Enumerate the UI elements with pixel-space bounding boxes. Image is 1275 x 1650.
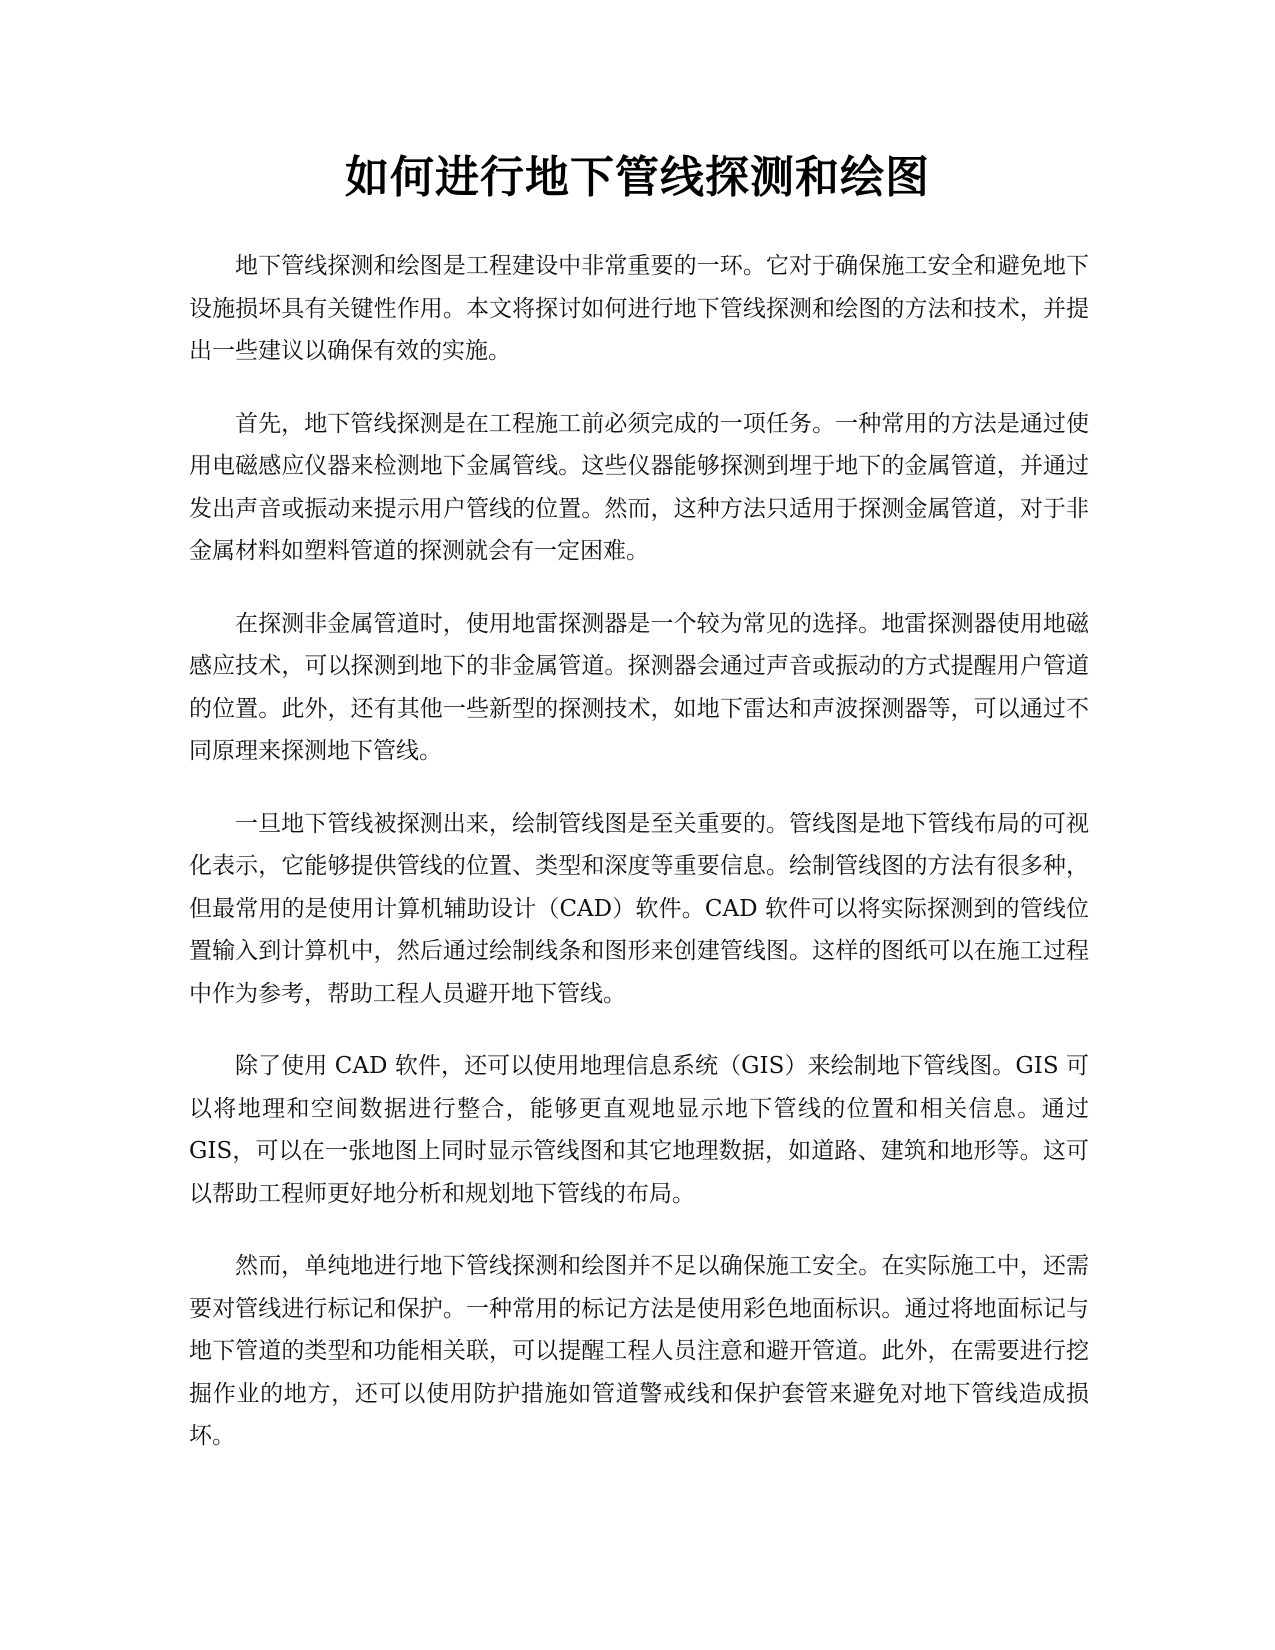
paragraph-6: 然而，单纯地进行地下管线探测和绘图并不足以确保施工安全。在实际施工中，还需要对管线进行标记和保护。一种常用的标记方法是使用彩色地面标识。通过将地面标记与地下管道的类型和功能相关联，可以提醒工程人员注意和避开管道。此外，在需要进行挖掘作业的地方，还可以使用防护措施如管道警戒线和保护套管来避免对地下管线造成损坏。 <box>189 1253 1089 1449</box>
paragraph-4: 一旦地下管线被探测出来，绘制管线图是至关重要的。管线图是地下管线布局的可视化表示，它能够提供管线的位置、类型和深度等重要信息。绘制管线图的方法有很多种，但最常用的是使用计算机辅助设计（CAD）软件。CAD 软件可以将实际探测到的管线位置输入到计算机中，然后通过绘制线条和图形来创建管线图。这样的图纸可以在施工过程中作为参考，帮助工程人员避开地下管线。 <box>189 810 1089 1007</box>
document-title: 如何进行地下管线探测和绘图 <box>345 152 930 203</box>
paragraph-3: 在探测非金属管道时，使用地雷探测器是一个较为常见的选择。地雷探测器使用地磁感应技术，可以探测到地下的非金属管道。探测器会通过声音或振动的方式提醒用户管道的位置。此外，还有其他一些新型的探测技术，如地下雷达和声波探测器等，可以通过不同原理来探测地下管线。 <box>189 610 1089 764</box>
paragraph-5: 除了使用 CAD 软件，还可以使用地理信息系统（GIS）来绘制地下管线图。GIS 可以将地理和空间数据进行整合，能够更直观地显示地下管线的位置和相关信息。通过 GIS，可以在一张地图上同时显示管线图和其它地理数据，如道路、建筑和地形等。这可以帮助工程师更好地分析和规划地下管线的布局。 <box>189 1053 1089 1207</box>
document-body <box>189 245 1089 1488</box>
paragraph-2: 首先，地下管线探测是在工程施工前必须完成的一项任务。一种常用的方法是通过使用电磁感应仪器来检测地下金属管线。这些仪器能够探测到埋于地下的金属管道，并通过发出声音或振动来提示用户管线的位置。然而，这种方法只适用于探测金属管道，对于非金属材料如塑料管道的探测就会有一定困难。 <box>189 410 1089 564</box>
paragraph-1: 地下管线探测和绘图是工程建设中非常重要的一环。它对于确保施工安全和避免地下设施损坏具有关键性作用。本文将探讨如何进行地下管线探测和绘图的方法和技术，并提出一些建议以确保有效的实施。 <box>189 253 1089 364</box>
